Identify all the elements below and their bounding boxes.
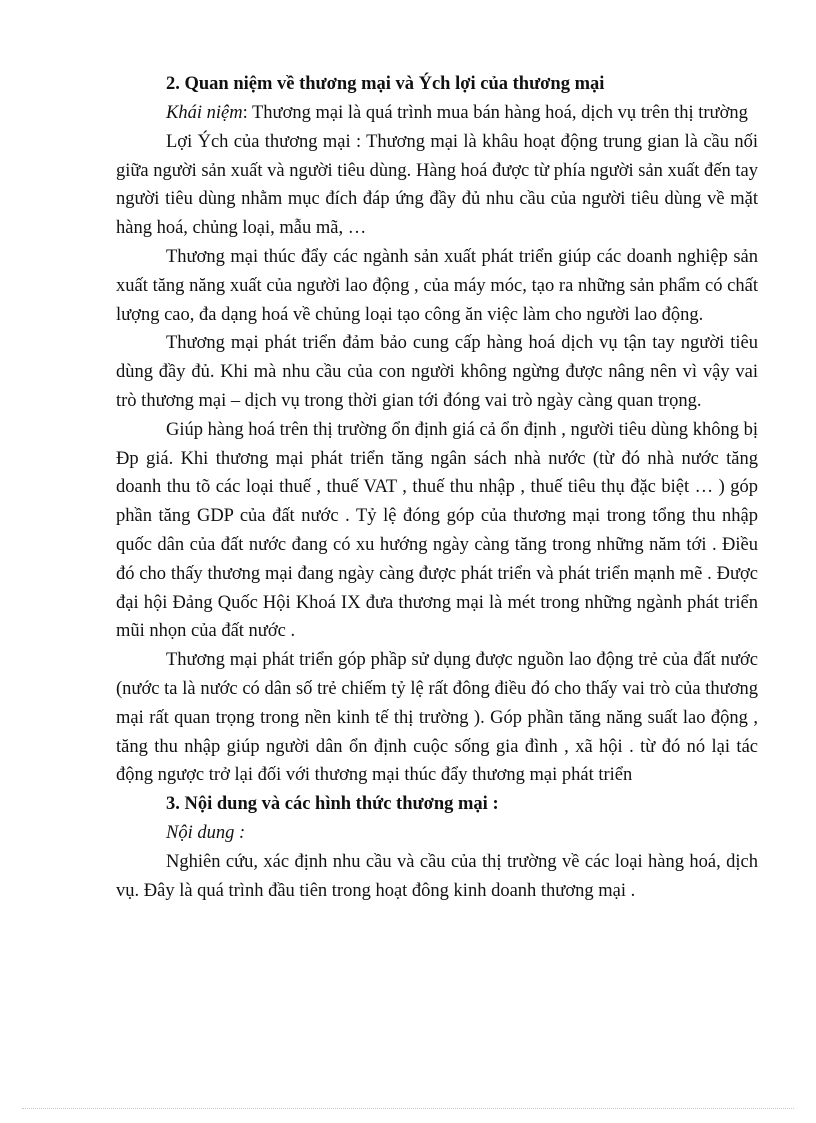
content-label: Nội dung : bbox=[166, 823, 246, 844]
concept-text: : Thương mại là quá trình mua bán hàng hoá, dịch vụ trên thị trường bbox=[242, 103, 748, 123]
section-2-heading: 2. Quan niệm về thương mại và Ých lợi của thương mại bbox=[166, 74, 605, 94]
paragraph-supply: Thương mại phát triển đảm bảo cung cấp hàng hoá dịch vụ tận tay người tiêu dùng đầy đủ. Khi mà nhu cầu của con người không ngừng được nâng nên vì vậy vai trò thương mại – dịch vụ trong thời gian tới đóng vai trò ngày càng quan trọng. bbox=[116, 333, 758, 411]
concept-paragraph bbox=[116, 99, 758, 128]
concept-label: Khái niệm bbox=[166, 103, 243, 123]
paragraph-production: Thương mại thúc đẩy các ngành sản xuất phát triển giúp các doanh nghiệp sản xuất tăng năng xuất của người lao động , của máy móc, tạo ra những sản phẩm có chất lượng cao, đa dạng hoá về chủng loại tạo công ăn việc làm cho người lao động. bbox=[116, 246, 758, 325]
section-3-heading: 3. Nội dung và các hình thức thương mại : bbox=[166, 794, 499, 815]
document-page bbox=[116, 70, 758, 906]
paragraph-research: Nghiên cứu, xác định nhu cầu và cầu của thị trường về các loại hàng hoá, dịch vụ. Đây là quá trình đầu tiên trong hoạt đông kinh doanh thương mại . bbox=[116, 852, 758, 901]
page-bottom-divider bbox=[22, 1108, 794, 1109]
paragraph-benefits: Lợi Ých của thương mại : Thương mại là khâu hoạt động trung gian là cầu nối giữa người sản xuất và người tiêu dùng. Hàng hoá được từ phía người sản xuất đến tay người tiêu dùng nhằm mục đích đáp ứng đầy đủ nhu cầu của người tiêu dùng về mặt hàng hoá, chủng loại, mẫu mã, … bbox=[116, 131, 758, 239]
paragraph-labor: Thương mại phát triển góp phầp sử dụng được nguồn lao động trẻ của đất nước (nước ta là nước có dân số trẻ chiếm tỷ lệ rất đông điều đó cho thấy vai trò của thương mại rất quan trọng trong nền kinh tế thị trường ). Góp phần tăng năng suất lao động , tăng thu nhập giúp người dân ổn định cuộc sống gia đình , xã hội . từ đó nó lại tác động ngược trở lại đối với thương mại thúc đẩy thương mại phát triển bbox=[116, 650, 758, 786]
paragraph-price-stability: Giúp hàng hoá trên thị trường ổn định giá cả ổn định , người tiêu dùng không bị Ðp giá. Khi thương mại phát triển tăng ngân sách nhà nước (từ đó nhà nước tăng doanh thu tõ các loại thuế , thuế VAT , thuế thu nhập , thuế tiêu thụ đặc biệt … ) góp phần tăng GDP của đất nước . Tỷ lệ đóng góp của thương mại trong tổng thu nhập quốc dân của đất nước đang có xu hướng ngày càng tăng trong những năm tới . Điều đó cho thấy thương mại đang ngày càng được phát triển và phát triển mạnh mẽ . Được đại hội Đảng Quốc Hội Khoá IX đưa thương mại là mét trong những ngành phát triển mũi nhọn của đất nước . bbox=[116, 419, 758, 642]
